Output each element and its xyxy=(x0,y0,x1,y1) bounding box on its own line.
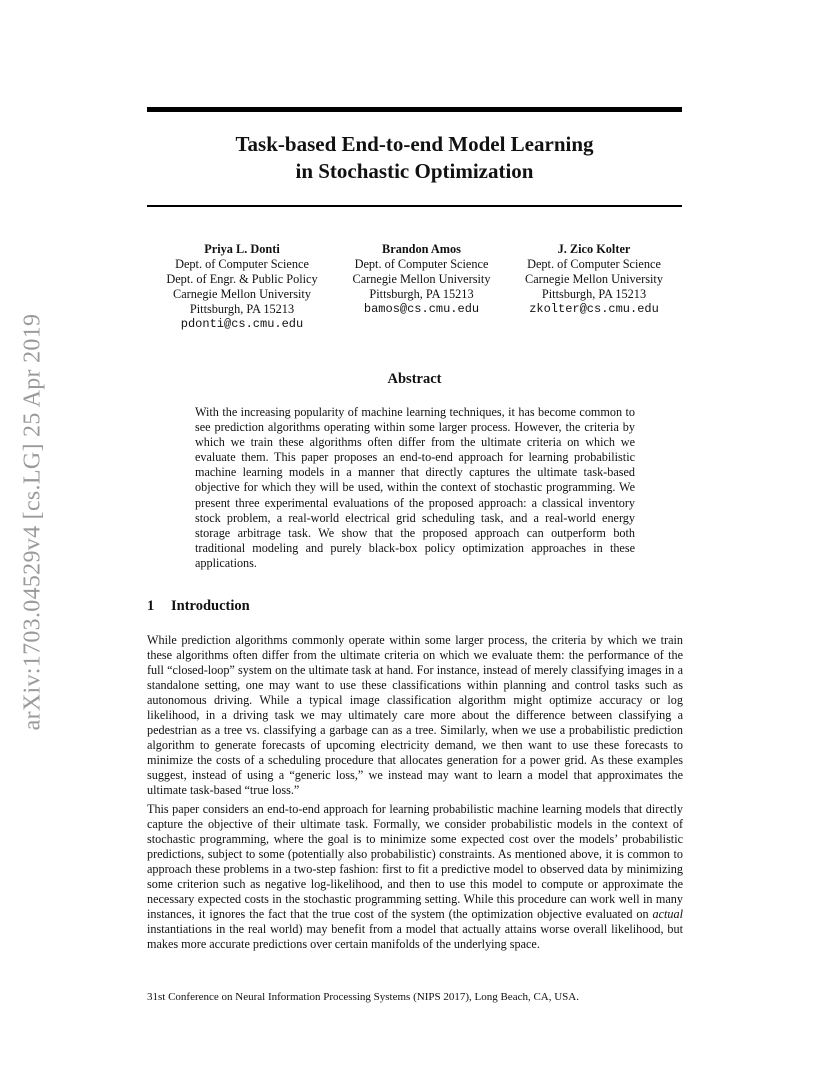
abstract-text: With the increasing popularity of machine learning techniques, it has become common to see prediction algorithms operating within some larger process. However, the criteria by which we train these algorithms often differ from the ultimate criteria on which we evaluate them. This paper proposes an end-to-end approach for learning probabilistic machine learning models in a manner that directly captures the ultimate task-based objective for which they will be used, within the context of stochastic programming. We present three experimental evaluations of the proposed approach: a classical inventory stock problem, a real-world electrical grid scheduling task, and a real-world energy storage arbitrage task. We show that the proposed approach can outperform both traditional modeling and purely black-box policy optimization approaches in these applications. xyxy=(195,405,635,570)
conference-footnote: 31st Conference on Neural Information Processing Systems (NIPS 2017), Long Beach, CA, USA. xyxy=(147,991,579,1003)
author-affiliation: Dept. of Computer Science xyxy=(175,257,309,271)
intro-paragraph-2 xyxy=(147,802,683,952)
section-title: Introduction xyxy=(171,598,250,614)
paragraph-text: This paper considers an end-to-end approach for learning probabilistic machine learning models that directly capture the objective of their ultimate task. Formally, we consider probabilistic models in the context of stochastic programming, where the goal is to minimize some expected cost over the models’ probabilistic predictions, subject to some (potentially also probabilistic) constraints. As mentioned above, it is common to approach these problems in a two-step fashion: first to fit a predictive model to observed data by minimizing some criterion such as negative log-likelihood, and then to use this model to compute or approximate the necessary expected costs in the stochastic programming setting. While this procedure can work well in many instances, it ignores the fact that the true cost of the system (the optimization objective evaluated on xyxy=(147,802,683,922)
intro-paragraph-1: While prediction algorithms commonly operate within some larger process, the criteria by which we train these algorithms often differ from the ultimate criteria on which we evaluate them: the performance of the full “closed-loop” system on the ultimate task at hand. For instance, instead of merely classifying images in a standalone setting, one may want to use these classifications within planning and control tasks such as autonomous driving. While a typical image classification algorithm might optimize accuracy or log likelihood, in a driving task we may ultimately care more about the difference between classifying a pedestrian as a tree vs. classifying a garbage can as a tree. Similarly, when we use a probabilistic prediction algorithm to generate forecasts of upcoming electricity demand, we then want to use these forecasts to minimize the costs of a scheduling procedure that allocates generation for a power grid. As these examples suggest, instead of using a “generic loss,” we instead may want to learn a model that approximates the ultimate task-based “true loss.” xyxy=(147,633,683,798)
author-affiliation: Carnegie Mellon University xyxy=(525,272,663,286)
author-affiliation: Carnegie Mellon University xyxy=(352,272,491,286)
author-amos xyxy=(340,242,503,317)
author-affiliation: Dept. of Engr. & Public Policy xyxy=(166,272,318,286)
author-email[interactable]: bamos@cs.cmu.edu xyxy=(363,302,480,316)
author-name: Priya L. Donti xyxy=(204,242,280,256)
author-name: J. Zico Kolter xyxy=(557,242,631,256)
author-affiliation: Pittsburgh, PA 15213 xyxy=(541,287,647,301)
abstract-heading: Abstract xyxy=(387,371,442,387)
title-bottom-rule xyxy=(147,205,682,207)
author-name: Brandon Amos xyxy=(382,242,461,256)
paragraph-text: instantiations in the real world) may benefit from a model that actually attains worse overall likelihood, but makes more accurate predictions over certain manifolds of the underlying space. xyxy=(147,922,683,952)
arxiv-side-label: arXiv:1703.04529v4 [cs.LG] 25 Apr 2019 xyxy=(19,313,46,731)
author-kolter xyxy=(515,242,673,317)
author-affiliation: Carnegie Mellon University xyxy=(173,287,311,301)
section-number: 1 xyxy=(147,598,155,614)
section-heading xyxy=(147,598,250,615)
title-top-rule xyxy=(147,107,682,112)
author-donti xyxy=(147,242,337,332)
author-affiliation: Dept. of Computer Science xyxy=(527,257,661,271)
title-line-2: in Stochastic Optimization xyxy=(295,159,534,183)
title-line-1: Task-based End-to-end Model Learning xyxy=(235,132,594,156)
author-email[interactable]: zkolter@cs.cmu.edu xyxy=(529,302,659,316)
paper-title xyxy=(147,131,682,185)
author-affiliation: Pittsburgh, PA 15213 xyxy=(189,302,295,316)
author-affiliation: Dept. of Computer Science xyxy=(354,257,489,271)
author-email[interactable]: pdonti@cs.cmu.edu xyxy=(180,317,304,331)
emphasis-text: actual xyxy=(652,907,683,922)
author-affiliation: Pittsburgh, PA 15213 xyxy=(369,287,474,301)
